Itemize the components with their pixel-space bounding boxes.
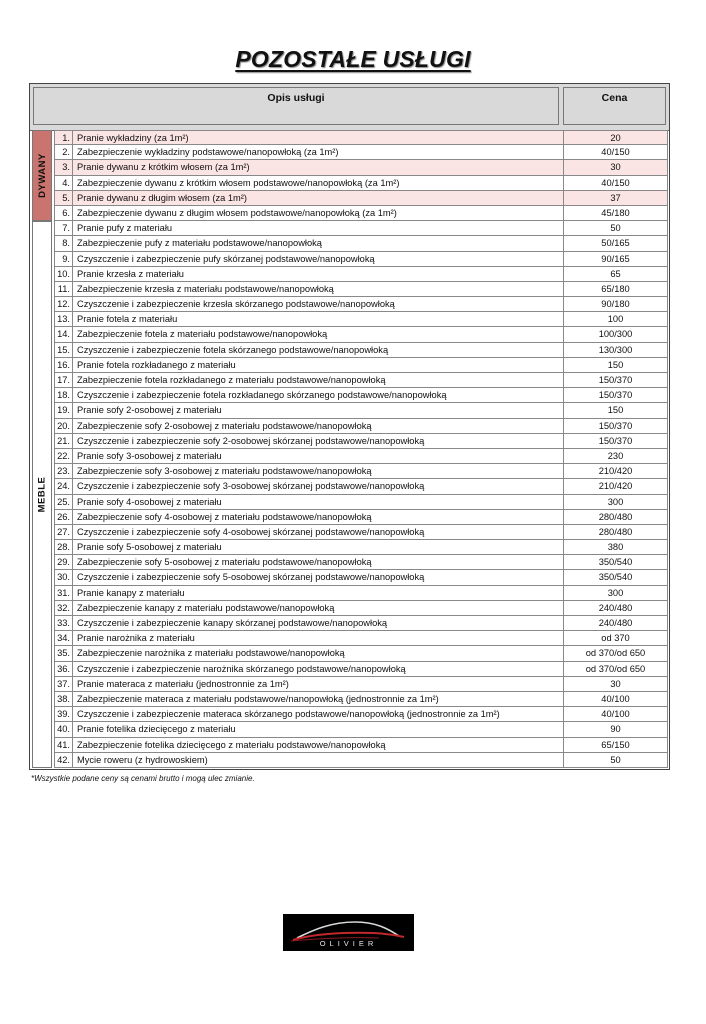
service-description: Czyszczenie i zabezpieczenie sofy 5-osobowej skórzanej podstawowe/nanopowłoką — [73, 570, 564, 585]
row-number: 25. — [54, 495, 73, 510]
table-row — [54, 586, 669, 601]
row-number: 40. — [54, 722, 73, 737]
service-description: Pranie narożnika z materiału — [73, 631, 564, 646]
table-row — [54, 662, 669, 677]
service-price: 210/420 — [564, 479, 668, 494]
table-row — [54, 388, 669, 403]
service-price: 65/150 — [564, 738, 668, 753]
row-number: 35. — [54, 646, 73, 661]
row-number: 34. — [54, 631, 73, 646]
table-row — [54, 677, 669, 692]
service-description: Zabezpieczenie sofy 2-osobowej z materiału podstawowe/nanopowłoką — [73, 419, 564, 434]
row-number: 15. — [54, 343, 73, 358]
row-number: 29. — [54, 555, 73, 570]
service-description: Czyszczenie i zabezpieczenie fotela rozkładanego skórzanego podstawowe/nanopowłoką — [73, 388, 564, 403]
service-price: 100 — [564, 312, 668, 327]
table-row — [54, 631, 669, 646]
row-number: 2. — [54, 145, 73, 160]
service-price: 150/370 — [564, 434, 668, 449]
row-number: 37. — [54, 677, 73, 692]
table-row — [54, 449, 669, 464]
service-price: 380 — [564, 540, 668, 555]
table-row — [54, 252, 669, 267]
service-description: Czyszczenie i zabezpieczenie krzesła skórzanego podstawowe/nanopowłoką — [73, 297, 564, 312]
row-number: 14. — [54, 327, 73, 342]
service-description: Pranie sofy 5-osobowej z materiału — [73, 540, 564, 555]
service-price: 40/100 — [564, 707, 668, 722]
table-row — [54, 373, 669, 388]
service-description: Pranie pufy z materiału — [73, 221, 564, 236]
service-price: 90 — [564, 722, 668, 737]
service-description: Czyszczenie i zabezpieczenie sofy 4-osobowej skórzanej podstawowe/nanopowłoką — [73, 525, 564, 540]
row-number: 16. — [54, 358, 73, 373]
row-number: 22. — [54, 449, 73, 464]
service-description: Zabezpieczenie narożnika z materiału podstawowe/nanopowłoką — [73, 646, 564, 661]
service-description: Czyszczenie i zabezpieczenie fotela skórzanego podstawowe/nanopowłoką — [73, 343, 564, 358]
service-price: 150/370 — [564, 419, 668, 434]
service-price: 90/180 — [564, 297, 668, 312]
row-number: 13. — [54, 312, 73, 327]
service-price: 150 — [564, 358, 668, 373]
table-row — [54, 419, 669, 434]
row-number: 18. — [54, 388, 73, 403]
service-price: 50 — [564, 753, 668, 768]
row-number: 33. — [54, 616, 73, 631]
row-number: 38. — [54, 692, 73, 707]
olivier-logo — [283, 914, 414, 951]
service-price: 150/370 — [564, 373, 668, 388]
service-description: Zabezpieczenie sofy 4-osobowej z materiału podstawowe/nanopowłoką — [73, 510, 564, 525]
row-number: 28. — [54, 540, 73, 555]
row-number: 4. — [54, 176, 73, 191]
service-price: 350/540 — [564, 570, 668, 585]
table-row — [54, 570, 669, 585]
page-title: POZOSTAŁE USŁUGI — [235, 46, 471, 72]
service-price: 40/150 — [564, 176, 668, 191]
row-number: 1. — [54, 130, 73, 145]
service-description: Czyszczenie i zabezpieczenie materaca skórzanego podstawowe/nanopowłoką (jednostronnie za 1m²) — [73, 707, 564, 722]
service-description: Zabezpieczenie fotela z materiału podstawowe/nanopowłoką — [73, 327, 564, 342]
service-description: Mycie roweru (z hydrowoskiem) — [73, 753, 564, 768]
logo-text: OLIVIER — [319, 939, 378, 948]
table-row — [54, 327, 669, 342]
row-number: 39. — [54, 707, 73, 722]
row-number: 8. — [54, 236, 73, 251]
row-number: 41. — [54, 738, 73, 753]
table-row — [54, 160, 669, 175]
row-number: 12. — [54, 297, 73, 312]
service-price: 210/420 — [564, 464, 668, 479]
table-row — [54, 646, 669, 661]
table-row — [54, 540, 669, 555]
service-price: 65 — [564, 267, 668, 282]
service-price: 350/540 — [564, 555, 668, 570]
service-description: Pranie sofy 2-osobowej z materiału — [73, 403, 564, 418]
row-number: 26. — [54, 510, 73, 525]
table-row — [54, 601, 669, 616]
table-row — [54, 145, 669, 160]
row-number: 27. — [54, 525, 73, 540]
row-number: 20. — [54, 419, 73, 434]
service-description: Zabezpieczenie fotelika dziecięcego z materiału podstawowe/nanopowłoką — [73, 738, 564, 753]
table-row — [54, 434, 669, 449]
row-number: 6. — [54, 206, 73, 221]
table-row — [54, 722, 669, 737]
price-table — [29, 83, 670, 770]
service-price: 40/150 — [564, 145, 668, 160]
row-number: 10. — [54, 267, 73, 282]
table-row — [54, 176, 669, 191]
table-row — [54, 525, 669, 540]
service-description: Czyszczenie i zabezpieczenie kanapy skórzanej podstawowe/nanopowłoką — [73, 616, 564, 631]
table-row — [54, 510, 669, 525]
row-number: 11. — [54, 282, 73, 297]
service-description: Pranie krzesła z materiału — [73, 267, 564, 282]
row-number: 42. — [54, 753, 73, 768]
table-row — [54, 555, 669, 570]
category-label: MEBLE — [36, 476, 48, 513]
service-price: 130/300 — [564, 343, 668, 358]
service-description: Zabezpieczenie sofy 5-osobowej z materiału podstawowe/nanopowłoką — [73, 555, 564, 570]
table-row — [54, 191, 669, 206]
service-description: Pranie sofy 3-osobowej z materiału — [73, 449, 564, 464]
table-row — [54, 343, 669, 358]
table-row — [54, 495, 669, 510]
table-row — [54, 738, 669, 753]
service-price: 280/480 — [564, 510, 668, 525]
service-price: 90/165 — [564, 252, 668, 267]
service-price: 50/165 — [564, 236, 668, 251]
service-description: Zabezpieczenie sofy 3-osobowej z materiału podstawowe/nanopowłoką — [73, 464, 564, 479]
table-row — [54, 707, 669, 722]
row-number: 24. — [54, 479, 73, 494]
service-price: 150 — [564, 403, 668, 418]
service-price: 300 — [564, 495, 668, 510]
table-row — [54, 616, 669, 631]
service-description: Pranie fotelika dziecięcego z materiału — [73, 722, 564, 737]
row-number: 9. — [54, 252, 73, 267]
table-row — [54, 464, 669, 479]
service-price: 65/180 — [564, 282, 668, 297]
category-label: DYWANY — [36, 153, 48, 198]
service-description: Zabezpieczenie dywanu z krótkim włosem podstawowe/nanopowłoką (za 1m²) — [73, 176, 564, 191]
service-price: 100/300 — [564, 327, 668, 342]
service-price: od 370 — [564, 631, 668, 646]
row-number: 3. — [54, 160, 73, 175]
service-price: 30 — [564, 677, 668, 692]
service-description: Czyszczenie i zabezpieczenie sofy 2-osobowej skórzanej podstawowe/nanopowłoką — [73, 434, 564, 449]
table-row — [54, 358, 669, 373]
row-number: 17. — [54, 373, 73, 388]
service-description: Zabezpieczenie materaca z materiału podstawowe/nanopowłoką (jednostronnie za 1m²) — [73, 692, 564, 707]
header-price: Cena — [563, 87, 666, 125]
service-price: 240/480 — [564, 601, 668, 616]
service-price: 240/480 — [564, 616, 668, 631]
service-price: 300 — [564, 586, 668, 601]
table-row — [54, 236, 669, 251]
service-price: od 370/od 650 — [564, 646, 668, 661]
service-price: 230 — [564, 449, 668, 464]
service-description: Pranie wykładziny (za 1m²) — [73, 130, 564, 145]
service-description: Pranie materaca z materiału (jednostronnie za 1m²) — [73, 677, 564, 692]
row-number: 7. — [54, 221, 73, 236]
service-price: 40/100 — [564, 692, 668, 707]
table-row — [54, 267, 669, 282]
row-number: 32. — [54, 601, 73, 616]
service-description: Pranie fotela rozkładanego z materiału — [73, 358, 564, 373]
row-number: 31. — [54, 586, 73, 601]
service-price: 30 — [564, 160, 668, 175]
service-description: Zabezpieczenie fotela rozkładanego z materiału podstawowe/nanopowłoką — [73, 373, 564, 388]
service-description: Czyszczenie i zabezpieczenie sofy 3-osobowej skórzanej podstawowe/nanopowłoką — [73, 479, 564, 494]
table-row — [54, 206, 669, 221]
service-price: 280/480 — [564, 525, 668, 540]
row-number: 21. — [54, 434, 73, 449]
service-description: Pranie dywanu z długim włosem (za 1m²) — [73, 191, 564, 206]
header-description: Opis usługi — [33, 87, 559, 125]
table-body — [54, 130, 669, 768]
row-number: 30. — [54, 570, 73, 585]
category-dywany — [32, 130, 52, 221]
service-description: Czyszczenie i zabezpieczenie pufy skórzanej podstawowe/nanopowłoką — [73, 252, 564, 267]
table-row — [54, 403, 669, 418]
row-number: 36. — [54, 662, 73, 677]
table-row — [54, 312, 669, 327]
table-row — [54, 130, 669, 145]
row-number: 23. — [54, 464, 73, 479]
service-description: Zabezpieczenie wykładziny podstawowe/nanopowłoką (za 1m²) — [73, 145, 564, 160]
service-description: Zabezpieczenie dywanu z długim włosem podstawowe/nanopowłoką (za 1m²) — [73, 206, 564, 221]
table-header — [30, 84, 669, 131]
footnote: *Wszystkie podane ceny są cenami brutto i mogą ulec zmianie. — [31, 774, 255, 783]
table-row — [54, 692, 669, 707]
category-meble — [32, 221, 52, 768]
service-description: Pranie fotela z materiału — [73, 312, 564, 327]
service-description: Zabezpieczenie krzesła z materiału podstawowe/nanopowłoką — [73, 282, 564, 297]
row-number: 5. — [54, 191, 73, 206]
service-description: Pranie sofy 4-osobowej z materiału — [73, 495, 564, 510]
service-description: Czyszczenie i zabezpieczenie narożnika skórzanego podstawowe/nanopowłoką — [73, 662, 564, 677]
table-row — [54, 753, 669, 768]
service-description: Zabezpieczenie kanapy z materiału podstawowe/nanopowłoką — [73, 601, 564, 616]
row-number: 19. — [54, 403, 73, 418]
service-price: 45/180 — [564, 206, 668, 221]
service-price: 150/370 — [564, 388, 668, 403]
service-description: Zabezpieczenie pufy z materiału podstawowe/nanopowłoką — [73, 236, 564, 251]
service-price: 20 — [564, 130, 668, 145]
service-price: od 370/od 650 — [564, 662, 668, 677]
service-description: Pranie kanapy z materiału — [73, 586, 564, 601]
table-row — [54, 297, 669, 312]
service-price: 50 — [564, 221, 668, 236]
service-price: 37 — [564, 191, 668, 206]
table-row — [54, 221, 669, 236]
service-description: Pranie dywanu z krótkim włosem (za 1m²) — [73, 160, 564, 175]
table-row — [54, 479, 669, 494]
table-row — [54, 282, 669, 297]
